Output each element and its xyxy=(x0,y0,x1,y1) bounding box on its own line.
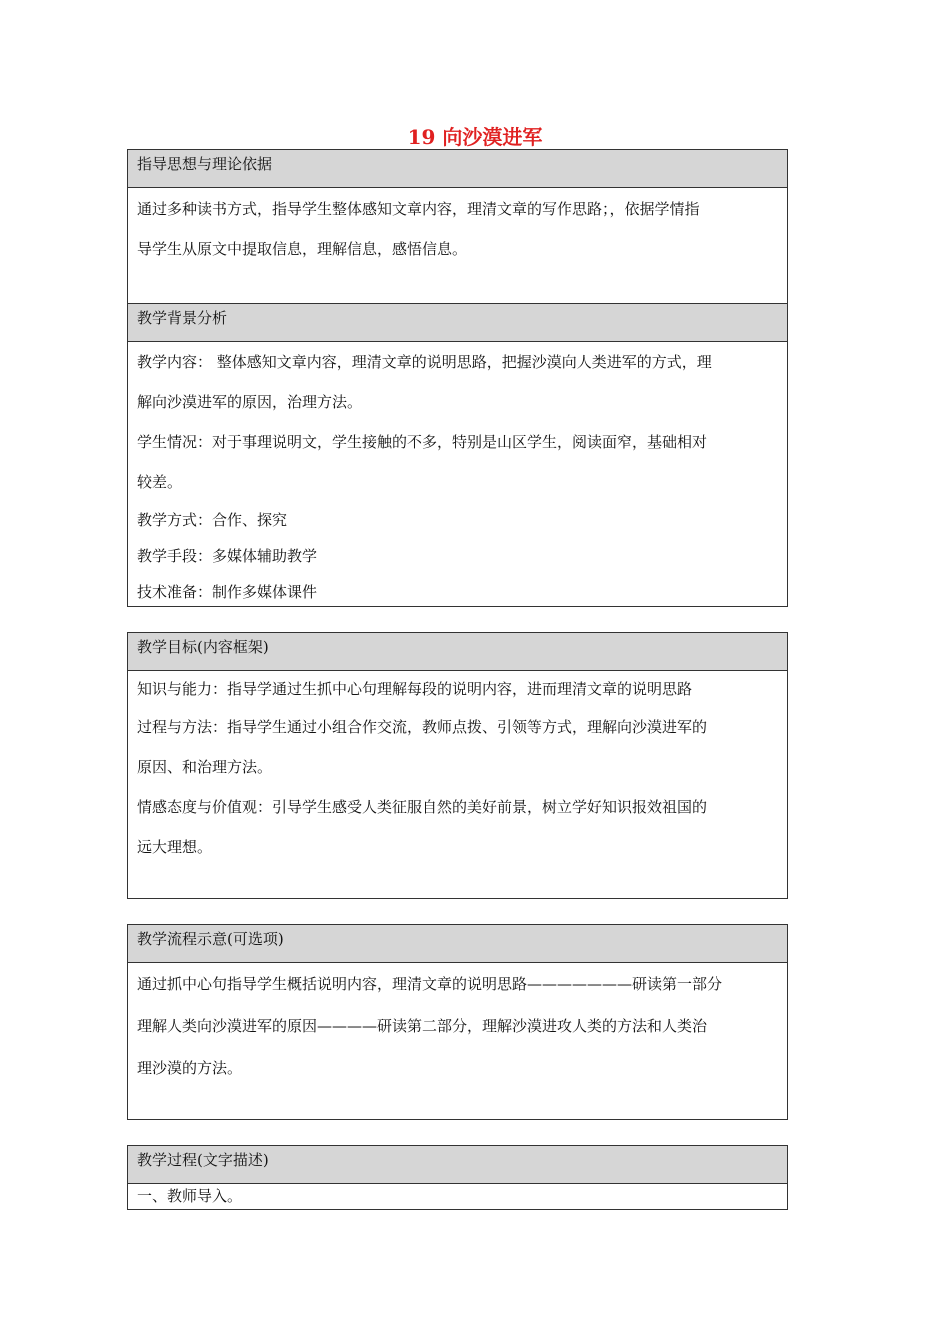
section-body xyxy=(128,188,787,269)
text-line: 一、教师导入。 xyxy=(137,1187,243,1205)
text-line: 情感态度与价值观：引导学生感受人类征服自然的美好前景，树立学好知识报效祖国的 xyxy=(137,798,708,816)
text-line: 知识与能力：指导学通过生抓中心句理解每段的说明内容，进而理清文章的说明思路 xyxy=(137,680,693,698)
section-body xyxy=(128,1184,787,1209)
text-line: 导学生从原文中提取信息，理解信息，感悟信息。 xyxy=(137,240,468,258)
text-line: 通过多种读书方式，指导学生整体感知文章内容，理清文章的写作思路；，依据学情指 xyxy=(137,200,700,218)
section-body xyxy=(128,963,787,1089)
text-line: 教学方式：合作、探究 xyxy=(137,511,288,529)
section-header: 教学目标(内容框架) xyxy=(128,633,787,671)
text-line: 教学手段：多媒体辅助教学 xyxy=(137,547,318,565)
section-header: 指导思想与理论依据 xyxy=(128,150,787,188)
section-process-flow xyxy=(127,924,788,1120)
section-body xyxy=(128,342,787,610)
section-teaching-process xyxy=(127,1145,788,1210)
section-teaching-goals xyxy=(127,632,788,899)
text-line: 学生情况：对于事理说明文，学生接触的不多，特别是山区学生，阅读面窄，基础相对 xyxy=(137,433,708,451)
text-line: 较差。 xyxy=(137,473,183,491)
section-header: 教学背景分析 xyxy=(128,304,787,342)
page-title: 19 向沙漠进军 xyxy=(407,125,543,149)
section-background-analysis xyxy=(127,303,788,607)
text-line: 通过抓中心句指导学生概括说明内容，理清文章的说明思路———————研读第一部分 xyxy=(137,975,723,993)
section-guiding-thought xyxy=(127,149,788,304)
section-header: 教学过程(文字描述) xyxy=(128,1146,787,1184)
section-body xyxy=(128,671,787,867)
text-line: 原因、和治理方法。 xyxy=(137,758,273,776)
text-line: 理解人类向沙漠进军的原因————研读第二部分，理解沙漠进攻人类的方法和人类治 xyxy=(137,1017,708,1035)
text-line: 理沙漠的方法。 xyxy=(137,1059,243,1077)
section-header: 教学流程示意(可选项) xyxy=(128,925,787,963)
text-line: 过程与方法：指导学生通过小组合作交流，教师点拨、引领等方式，理解向沙漠进军的 xyxy=(137,718,708,736)
text-line: 教学内容： 整体感知文章内容，理清文章的说明思路，把握沙漠向人类进军的方式，理 xyxy=(137,353,712,371)
text-line: 远大理想。 xyxy=(137,838,213,856)
text-line: 解向沙漠进军的原因，治理方法。 xyxy=(137,393,363,411)
text-line: 技术准备：制作多媒体课件 xyxy=(137,583,318,601)
